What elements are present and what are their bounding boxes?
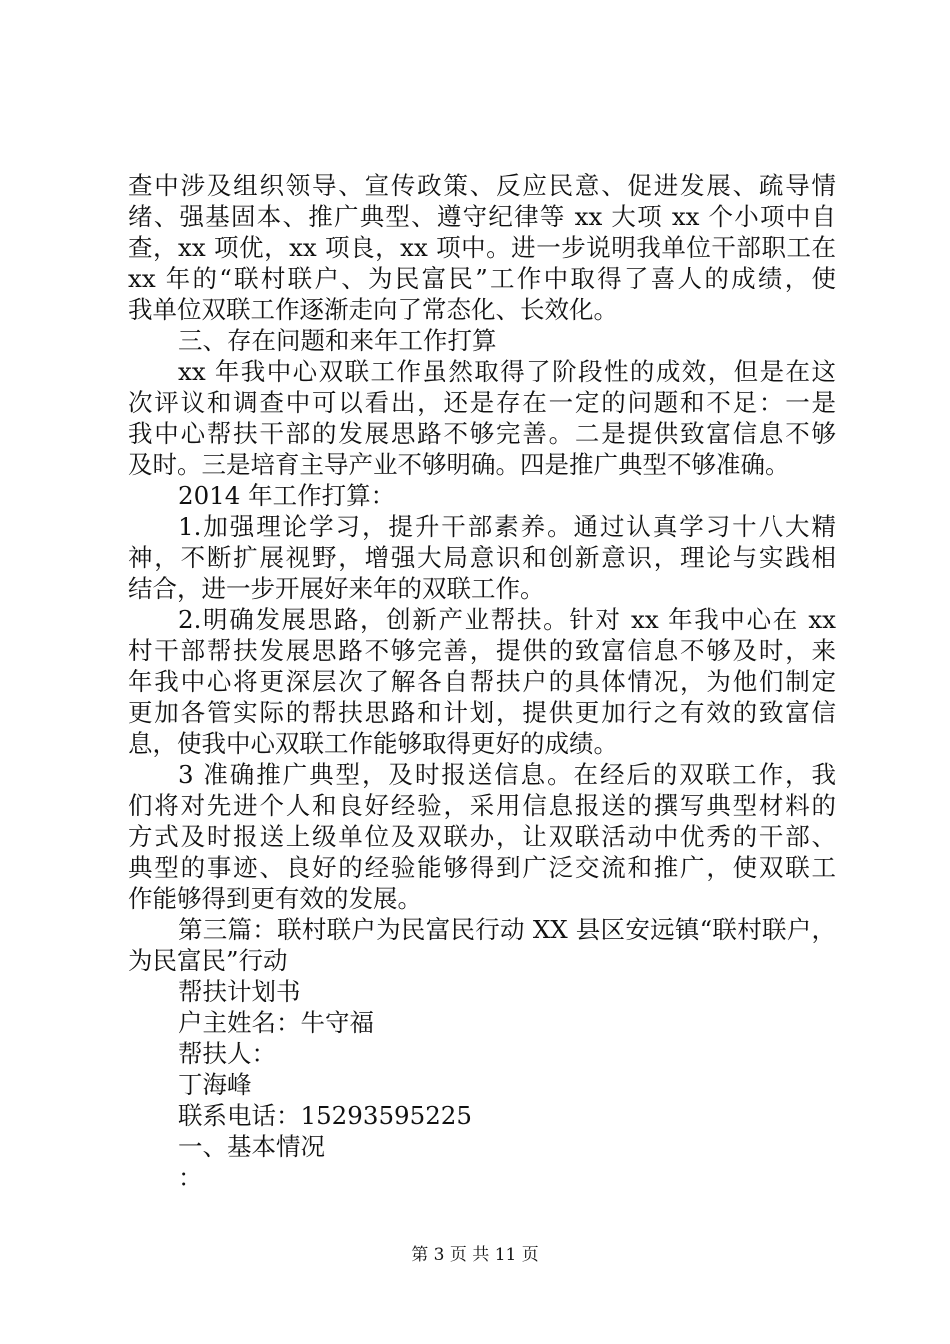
paragraph-line: 更加各管实际的帮扶思路和计划，提供更加行之有效的致富信 — [128, 698, 836, 727]
paragraph-line: 绪、强基固本、推广典型、遵守纪律等 xx 大项 xx 个小项中自 — [128, 202, 836, 231]
paragraph-line: 们将对先进个人和良好经验，采用信息报送的撰写典型材料的 — [128, 791, 836, 820]
page-number: 第 3 页 共 11 页 — [411, 1245, 539, 1265]
section-heading: 2014 年工作打算： — [178, 481, 396, 510]
paragraph-line: xx 年的“联村联户、为民富民”工作中取得了喜人的成绩，使 — [128, 264, 836, 293]
paragraph-line: 典型的事迹、良好的经验能够得到广泛交流和推广，使双联工 — [128, 853, 836, 882]
paragraph-line: 我中心帮扶干部的发展思路不够完善。二是提供致富信息不够 — [128, 419, 836, 448]
paragraph-line: 3 准确推广典型，及时报送信息。在经后的双联工作，我 — [178, 760, 836, 789]
paragraph-line: xx 年我中心双联工作虽然取得了阶段性的成效，但是在这 — [178, 357, 836, 386]
paragraph-line: 年我中心将更深层次了解各自帮扶户的具体情况，为他们制定 — [128, 667, 836, 696]
paragraph-line: 及时。三是培育主导产业不够明确。四是推广典型不够准确。 — [128, 450, 790, 479]
plan-title: 帮扶计划书 — [178, 977, 301, 1006]
helper-name: 丁海峰 — [178, 1070, 252, 1099]
section-heading: 一、基本情况 — [178, 1132, 325, 1161]
paragraph-line: 方式及时报送上级单位及双联办，让双联活动中优秀的干部、 — [128, 822, 836, 851]
paragraph-line: 村干部帮扶发展思路不够完善，提供的致富信息不够及时，来 — [128, 636, 836, 665]
chapter-title: 为民富民”行动 — [128, 946, 288, 975]
paragraph-line: 查中涉及组织领导、宣传政策、反应民意、促进发展、疏导情 — [128, 171, 836, 200]
paragraph-line: 神，不断扩展视野，增强大局意识和创新意识，理论与实践相 — [128, 543, 836, 572]
paragraph-line: 息，使我中心双联工作能够取得更好的成绩。 — [128, 729, 618, 758]
paragraph-line: 我单位双联工作逐渐走向了常态化、长效化。 — [128, 295, 618, 324]
paragraph-line: 1.加强理论学习，提升干部素养。通过认真学习十八大精 — [178, 512, 836, 541]
paragraph-line: 结合，进一步开展好来年的双联工作。 — [128, 574, 545, 603]
paragraph-line: ： — [178, 1163, 203, 1192]
paragraph-line: 作能够得到更有效的发展。 — [128, 884, 422, 913]
paragraph-line: 查，xx 项优，xx 项良，xx 项中。进一步说明我单位干部职工在 — [128, 233, 836, 262]
document-body — [128, 170, 836, 1193]
paragraph-line: 次评议和调查中可以看出，还是存在一定的问题和不足：一是 — [128, 388, 836, 417]
section-heading: 三、存在问题和来年工作打算 — [178, 326, 497, 355]
household-name: 户主姓名：牛守福 — [178, 1008, 374, 1037]
chapter-title: 第三篇：联村联户为民富民行动 XX 县区安远镇“联村联户， — [178, 915, 836, 944]
helper-label: 帮扶人： — [178, 1039, 276, 1068]
contact-phone: 联系电话：15293595225 — [178, 1101, 472, 1130]
paragraph-line: 2.明确发展思路，创新产业帮扶。针对 xx 年我中心在 xx — [178, 605, 836, 634]
